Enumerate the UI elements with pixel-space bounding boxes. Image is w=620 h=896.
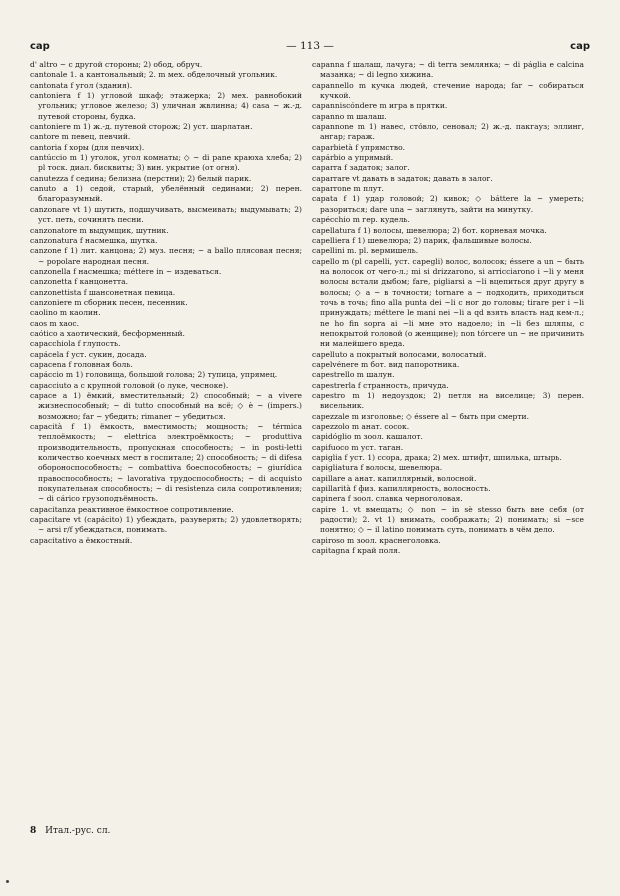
dictionary-entry: cantoniere m 1) ж.-д. путевой сторож; 2) уст. шарлатан. (30, 122, 253, 132)
dictionary-entry: capezzale m изголовье; ◇ éssere al ~ быть при смерти. (312, 411, 529, 421)
dictionary-entry: capire 1. vt вмещать; ◇ non ~ in sè stesso быть вне себя (от радости); 2. vt 1) внимать, соображать; 2) понимать; si ~sce понятно; ◇ ~ il latino понимать суть, понимать в чём дело. (312, 504, 584, 535)
dictionary-entry: caótico a хаотический, бесформенный. (30, 328, 185, 338)
dictionary-entry: cantonale 1. а кантональный; 2. m мех. обделочный угольник. (30, 70, 278, 80)
dictionary-entry: caos m хаос. (30, 318, 80, 328)
dictionary-entry: capiroso m зоол. краснеголовка. (312, 535, 441, 545)
dictionary-entry: capifuoco m уст. таган. (312, 442, 404, 452)
dictionary-entry: capezzolo m анат. сосок. (312, 422, 410, 432)
page-footer (30, 826, 302, 836)
left-column (30, 60, 302, 815)
dictionary-entry: capanniscóndere m игра в прятки. (312, 101, 448, 111)
dictionary-entry: capacciuto a с крупной головой (о луке, чесноке). (30, 380, 229, 390)
dictionary-entry: capestro m 1) недоуздок; 2) петля на виселице; 3) перен. висельник. (312, 391, 584, 411)
dictionary-entry: cantoniera f 1) угловой шкаф; этажерка; 2) мех. равнобокий угольник; угловое железо; 3) уличная жвлинна; 4) casa ~ ж.-д. путевой стороны, будка. (30, 91, 302, 121)
dictionary-entry: cantore m певец, певчий. (30, 132, 131, 142)
dictionary-entry: capacitare vt (capácito) 1) убеждать, разуверять; 2) удовлетворять; ~ arsi r/f убеждаться, понимать. (30, 515, 302, 535)
dictionary-entry: canzonatura f насмешка, шутка. (30, 235, 158, 245)
signature-text: Итал.-рус. сл. (45, 826, 111, 836)
dictionary-entry: capello m (pl capelli, уст. capegli) волос, волосок; éssere a un ~ быть на волосок от чего-л.; mi si drizzarono, si arricciarono i ~li у меня волосы встали дыбом; fare, pigliarsi a ~li вцепиться друг другу в волосы; ◇ a ~ в точности; tornare a ~ подходить, приходиться точь в точь; fino alla punta dei ~li с ног до головы; tirare per i ~li принуждать; méttere le mani nei ~li a qd взять власть над кем-л.; ne ho fin sopra ai ~li мне это надоело; in ~li без шляпы, с непокрытой головой (о женщине); non tórcere un ~ не причинить ни малейшего вреда. (312, 256, 584, 349)
dictionary-entry: capestrello m шалун. (312, 370, 395, 380)
dictionary-entry: capelvénere m бот. вид папоротника. (312, 359, 460, 369)
dictionary-entry: capestrerla f странность, причуда. (312, 380, 449, 390)
dictionary-entry: cantúccio m 1) уголок, угол комнаты; ◇ ~ di pane краюха хлеба; 2) pl тоск. диал. бисквиты; 3) вин. укрытие (от огня). (30, 153, 302, 173)
right-guide-word: cap (570, 41, 590, 52)
dictionary-entry: capacchiola f глупость. (30, 339, 121, 349)
dictionary-entry: capidóglio m зоол. кашалот. (312, 432, 423, 442)
dictionary-entry: capinera f зоол. славка черноголовая. (312, 494, 463, 504)
dictionary-entry: capécchio m гер. кудель. (312, 215, 410, 225)
dictionary-entry: capannello m кучка людей, стечение народа; far ~ собираться кучкой. (312, 80, 584, 101)
dictionary-entry: capácela f уст. сукин, досада. (30, 349, 147, 359)
dictionary-entry: canzonetta f канцонетта. (30, 277, 128, 287)
dictionary-entry: cantoria f хоры (для певчих). (30, 142, 145, 152)
dictionary-entry: capillare a анат. капиллярный, волосной. (312, 473, 477, 483)
dictionary-entry: caparrare vt давать в задаток; давать в залог. (312, 173, 493, 183)
dictionary-entry: canzonare vt 1) шутить, подшучивать, высмеивать; выдумывать; 2) уст. петь, сочинять песни. (30, 204, 302, 225)
dictionary-entry: capillarità f физ. капиллярность, волосность. (312, 484, 491, 494)
dictionary-entry: canzonatore m выдумщик, шутник. (30, 225, 169, 235)
dictionary-entry: canuto a 1) седой, старый, убелённый сединами; 2) перен. благоразумный. (30, 184, 302, 204)
dictionary-entry: capigliatura f волосы, шевелюра. (312, 463, 443, 473)
dictionary-entry: capitagna f край поля. (312, 546, 401, 556)
dictionary-entry: capelluto a покрытый волосами, волосатый. (312, 349, 487, 359)
dictionary-entry: capanno m шалаш. (312, 111, 387, 121)
dictionary-entry: canzone f 1) лит. канцона; 2) муз. песня; ~ a ballo плясовая песня; ~ popolare народная песня. (30, 246, 302, 266)
dictionary-entry: caparrone m плут. (312, 184, 384, 194)
scan-speck (6, 880, 9, 883)
dictionary-entry: canutezza f седина; белизна (перстни); 2) белый парик. (30, 173, 252, 183)
page-header (30, 40, 590, 54)
dictionary-entry: d' altro ~ с другой стороны; 2) обод, обруч. (30, 60, 203, 69)
dictionary-entry: capiglia f уст. 1) ссора, драка; 2) мех. штифт, шпилька, штырь. (312, 453, 562, 463)
dictionary-entry: caparbietà f упрямство. (312, 142, 406, 152)
dictionary-entry: canzonella f насмешка; méttere in ~ издеваться. (30, 266, 222, 276)
dictionary-entry: capellini m. pl. вермишель. (312, 246, 419, 256)
dictionary-entry: capannone m 1) навес, сто́вло, сеновал; 2) ж.-д. пакгауз; эллинг, ангар; гараж. (312, 122, 584, 142)
dictionary-entry: capacitanza реактивное ёмкостное сопротивление. (30, 504, 234, 514)
dictionary-entry: canzonettista f шансонетная певица. (30, 287, 176, 297)
dictionary-entry: capellatura f 1) волосы, шевелюра; 2) бот. корневая мочка. (312, 225, 547, 235)
dictionary-entry: capace a 1) ёмкий, вместительный; 2) способный; ~ a vivere жизнеспособный; ~ di tutto способный на всё; ◇ è ~ (impers.) возможно; far ~ убедить; rimaner ~ убедиться. (30, 391, 302, 421)
signature-mark: 8 (30, 826, 37, 836)
left-guide-word: cap (30, 41, 50, 52)
dictionary-entry: capacitativo a ёмкостный. (30, 535, 133, 545)
page-number: — 113 — (286, 40, 334, 52)
dictionary-entry: capárbio a упрямый. (312, 153, 394, 163)
dictionary-entry: canzoniere m сборник песен, песенник. (30, 297, 188, 307)
dictionary-entry: capacena f головная боль. (30, 359, 133, 369)
dictionary-entry: capata f 1) удар головой; 2) кивок; ◇ báttere la ~ умереть; разориться; dare una ~ заглянуть, зайти на минутку. (312, 194, 584, 214)
dictionary-entry: capáccio m 1) головища, большой голова; 2) тупица, упрямец. (30, 370, 278, 380)
dictionary-entry: capelliera f 1) шевелюра; 2) парик, фальшивые волосы. (312, 235, 532, 245)
right-column (312, 60, 584, 850)
dictionary-entry: caparra f задаток; залог. (312, 163, 410, 173)
dictionary-entry: capacità f 1) ёмкость, вместимость; мощность; ~ térmica теплоёмкость; ~ elettrica электроёмкость; ~ produttiva производительность, пропускная способность; ~ in posti-letti количество коечных мест в госпитале; 2) способность; ~ di difesa обороноспособность; ~ combattiva боеспособность; ~ giurídica правоспособность; ~ lavorativa трудоспособность; ~ di acquisto покупательная способность; ~ di resistenza сила сопротивления; ~ di cárico грузоподъёмность. (30, 422, 302, 504)
dictionary-entry: caolino m каолин. (30, 308, 101, 318)
dictionary-entry: capanna f шалаш, лачуга; ~ di terra землянка; ~ di páglia e calcina мазанка; ~ di legno хижина. (312, 60, 584, 80)
dictionary-entry: cantonata f угол (здания). (30, 80, 133, 90)
